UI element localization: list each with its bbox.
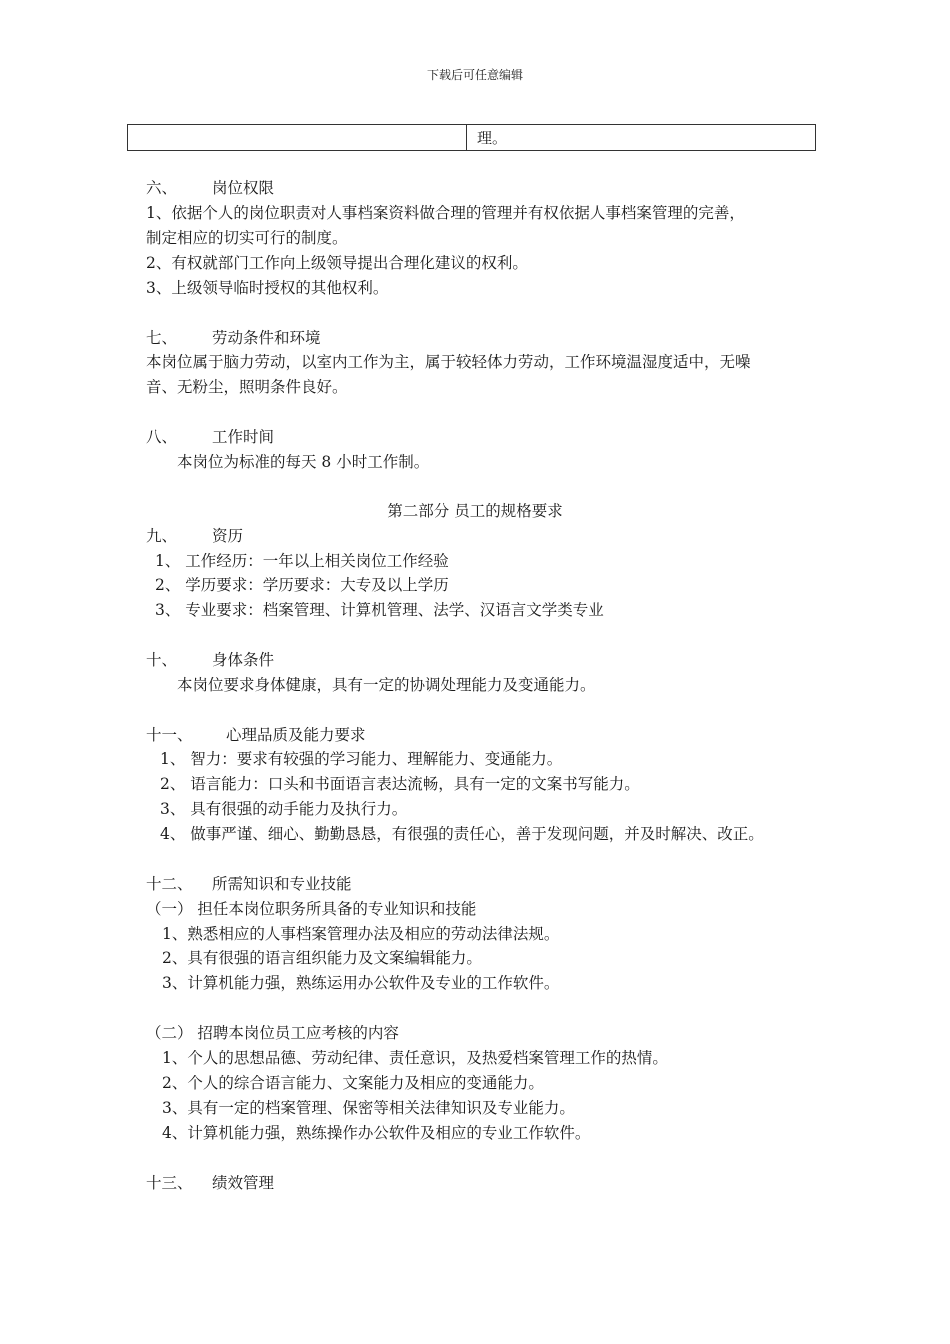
section-8-heading <box>146 427 274 447</box>
section-6-heading <box>146 178 274 198</box>
section-title: 工作时间 <box>212 428 275 446</box>
list-item: 3、计算机能力强，熟练运用办公软件及专业的工作软件。 <box>162 974 560 992</box>
list-item: 4、 做事严谨、细心、勤勤恳恳，有很强的责任心，善于发现问题，并及时解决、改正。 <box>160 825 764 843</box>
section-number: 六、 <box>146 179 178 197</box>
paragraph: 3、上级领导临时授权的其他权利。 <box>146 279 389 297</box>
list-item: 1、 工作经历：一年以上相关岗位工作经验 <box>155 552 449 570</box>
paragraph: 本岗位要求身体健康，具有一定的协调处理能力及变通能力。 <box>177 676 596 694</box>
paragraph: 1、依据个人的岗位职责对人事档案资料做合理的管理并有权依据人事档案管理的完善， <box>146 204 745 222</box>
list-item: 3、具有一定的档案管理、保密等相关法律知识及专业能力。 <box>162 1099 575 1117</box>
list-item: 1、熟悉相应的人事档案管理办法及相应的劳动法律法规。 <box>162 925 560 943</box>
section-title: 心理品质及能力要求 <box>226 726 366 744</box>
section-number: 九、 <box>146 527 178 545</box>
list-item: 4、计算机能力强，熟练操作办公软件及相应的专业工作软件。 <box>162 1124 591 1142</box>
section-10-heading <box>146 650 274 670</box>
section-title: 资历 <box>212 527 244 545</box>
section-13-heading <box>146 1173 274 1193</box>
section-number: 十、 <box>146 651 178 669</box>
table-cell-right: 理。 <box>467 125 816 151</box>
section-title: 绩效管理 <box>212 1174 275 1192</box>
list-item: 2、 语言能力：口头和书面语言表达流畅，具有一定的文案书写能力。 <box>160 775 640 793</box>
subsection-heading: （二） 招聘本岗位员工应考核的内容 <box>146 1024 399 1042</box>
section-title: 劳动条件和环境 <box>212 329 321 347</box>
subsection-heading: （一） 担任本岗位职务所具备的专业知识和技能 <box>146 900 477 918</box>
section-9-heading <box>146 526 243 546</box>
section-title: 所需知识和专业技能 <box>212 875 352 893</box>
section-7-heading <box>146 328 321 348</box>
part-title: 第二部分 员工的规格要求 <box>387 502 563 520</box>
list-item: 1、个人的思想品德、劳动纪律、责任意识，及热爱档案管理工作的热情。 <box>162 1049 668 1067</box>
section-11-heading <box>146 725 366 745</box>
paragraph: 本岗位属于脑力劳动，以室内工作为主，属于较轻体力劳动，工作环境温湿度适中，无噪 <box>146 353 751 371</box>
continuation-table <box>127 124 816 151</box>
section-12-heading <box>146 874 352 894</box>
section-number: 八、 <box>146 428 178 446</box>
paragraph: 音、无粉尘，照明条件良好。 <box>146 378 348 396</box>
list-item: 3、 专业要求：档案管理、计算机管理、法学、汉语言文学类专业 <box>155 601 604 619</box>
list-item: 1、 智力：要求有较强的学习能力、理解能力、变通能力。 <box>160 750 563 768</box>
page-header: 下载后可任意编辑 <box>426 68 523 82</box>
section-number: 十三、 <box>146 1174 193 1192</box>
section-title: 岗位权限 <box>212 179 275 197</box>
section-number: 十一、 <box>146 726 193 744</box>
list-item: 2、个人的综合语言能力、文案能力及相应的变通能力。 <box>162 1074 544 1092</box>
table-cell-left <box>128 125 467 151</box>
list-item: 2、 学历要求：学历要求：大专及以上学历 <box>155 576 449 594</box>
list-item: 2、具有很强的语言组织能力及文案编辑能力。 <box>162 949 482 967</box>
section-number: 十二、 <box>146 875 193 893</box>
paragraph: 本岗位为标准的每天 8 小时工作制。 <box>177 453 430 471</box>
paragraph: 2、有权就部门工作向上级领导提出合理化建议的权利。 <box>146 254 528 272</box>
section-title: 身体条件 <box>212 651 275 669</box>
section-number: 七、 <box>146 329 178 347</box>
list-item: 3、 具有很强的动手能力及执行力。 <box>160 800 408 818</box>
paragraph: 制定相应的切实可行的制度。 <box>146 229 348 247</box>
